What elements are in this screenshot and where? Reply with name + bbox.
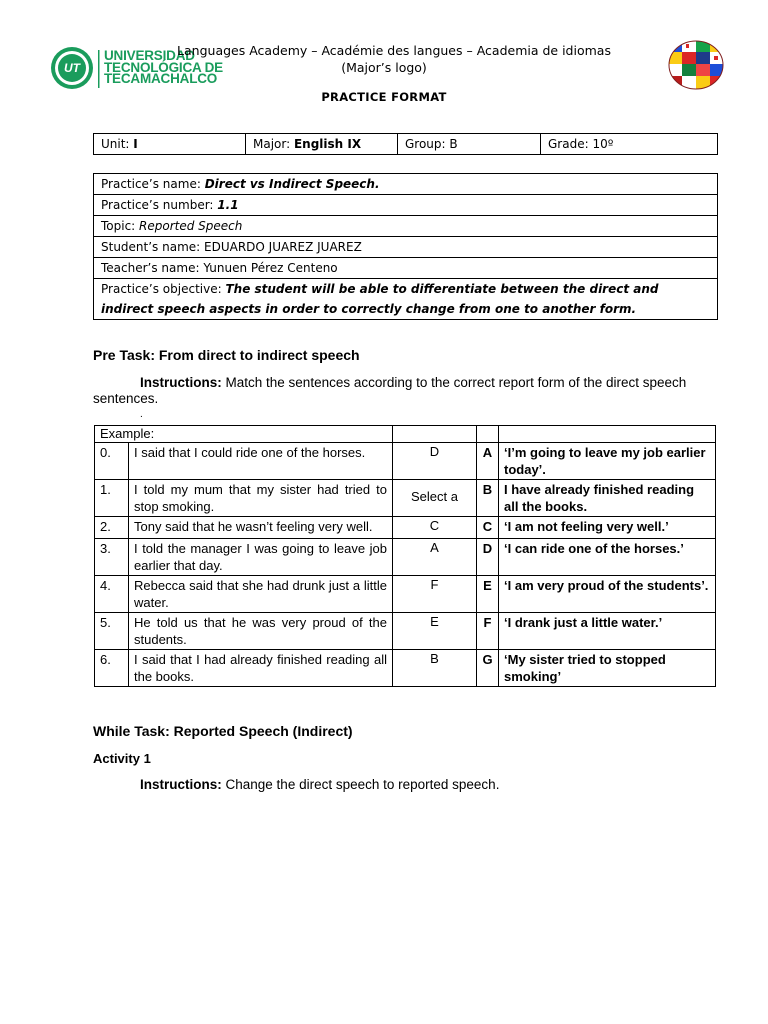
university-name-line-1: UNIVERSIDAD — [104, 48, 195, 63]
unit-info-table — [93, 133, 718, 155]
reported-sentence: I told my mum that my sister had tried to stop smoking. — [129, 480, 393, 517]
option-letter: B — [477, 480, 499, 517]
matching-table — [94, 425, 716, 687]
svg-text:UT: UT — [64, 61, 80, 75]
answer-select-value: C — [429, 518, 440, 533]
row-number: 4. — [95, 576, 129, 613]
row-number: 0. — [95, 443, 129, 480]
direct-speech-option: ‘I’m going to leave my job earlier today’. — [499, 443, 716, 480]
university-name-line-3: TECAMACHALCO — [104, 71, 218, 86]
practice-name-cell — [94, 174, 718, 195]
practice-number-label: Practice’s number: — [101, 198, 218, 212]
while-task-instructions-label: Instructions: — [140, 777, 222, 792]
answer-select-value: A — [430, 540, 439, 555]
practice-name-value: Direct vs Indirect Speech. — [204, 177, 380, 191]
example-blank-select-cell — [393, 426, 477, 443]
pre-task-instructions-text: Match the sentences according to the correct report form of the direct speech sentences. — [93, 375, 687, 406]
option-letter: D — [477, 539, 499, 576]
option-letter: E — [477, 576, 499, 613]
direct-speech-option: ‘I drank just a little water.’ — [499, 613, 716, 650]
pre-task-instructions-label: Instructions: — [140, 375, 222, 390]
match-row — [95, 443, 716, 480]
while-task-instructions-text: Change the direct speech to reported speech. — [221, 777, 500, 792]
practice-name-label: Practice’s name: — [101, 177, 205, 191]
practice-format-title: PRACTICE FORMAT — [321, 90, 447, 104]
answer-select-value: F — [430, 577, 439, 592]
answer-select[interactable] — [393, 576, 477, 613]
objective-cell — [94, 279, 718, 320]
major-label: Major: — [253, 137, 294, 151]
option-letter: G — [477, 650, 499, 687]
option-letter: A — [477, 443, 499, 480]
activity-1-heading: Activity 1 — [93, 751, 151, 766]
row-number: 5. — [95, 613, 129, 650]
example-blank-option-cell — [499, 426, 716, 443]
option-letter: F — [477, 613, 499, 650]
topic-label: Topic: — [101, 219, 140, 233]
row-number: 3. — [95, 539, 129, 576]
reported-sentence: Tony said that he wasn’t feeling very well. — [129, 517, 393, 539]
flags-globe-icon — [668, 40, 724, 90]
pre-task-instructions — [93, 375, 688, 407]
answer-select[interactable] — [393, 650, 477, 687]
reported-sentence: I said that I could ride one of the horses. — [129, 443, 393, 480]
student-name-cell: Student’s name: EDUARDO JUAREZ JUAREZ — [94, 237, 718, 258]
university-name-line-2: TECNOLÓGICA DE — [104, 59, 223, 75]
pre-task-title: Pre Task: From direct to indirect speech — [93, 347, 360, 363]
direct-speech-option: I have already finished reading all the books. — [499, 480, 716, 517]
majors-logo-text: (Major’s logo) — [341, 60, 427, 75]
direct-speech-option: ‘I can ride one of the horses.’ — [499, 539, 716, 576]
match-row — [95, 539, 716, 576]
answer-select-value: D — [429, 444, 440, 459]
option-letter: C — [477, 517, 499, 539]
answer-select-value: E — [430, 614, 439, 629]
row-number: 2. — [95, 517, 129, 539]
row-number: 1. — [95, 480, 129, 517]
grade-cell: Grade: 10º — [541, 134, 718, 155]
reported-sentence: He told us that he was very proud of the students. — [129, 613, 393, 650]
example-label: Example: — [95, 426, 393, 443]
answer-select-value: B — [430, 651, 439, 666]
while-task-title: While Task: Reported Speech (Indirect) — [93, 723, 353, 739]
major-value: English IX — [293, 137, 362, 151]
while-task-instructions — [140, 777, 499, 793]
example-row — [95, 426, 716, 443]
topic-cell — [94, 216, 718, 237]
reported-sentence: I told the manager I was going to leave job earlier that day. — [129, 539, 393, 576]
match-row — [95, 517, 716, 539]
direct-speech-option: ‘I am not feeling very well.’ — [499, 517, 716, 539]
answer-select[interactable] — [393, 480, 477, 517]
teacher-name-cell: Teacher’s name: Yunuen Pérez Centeno — [94, 258, 718, 279]
major-cell — [246, 134, 398, 155]
answer-select[interactable] — [393, 517, 477, 539]
match-row — [95, 576, 716, 613]
direct-speech-option: ‘My sister tried to stopped smoking’ — [499, 650, 716, 687]
objective-label: Practice’s objective: — [101, 282, 226, 296]
reported-sentence: I said that I had already finished reading all the books. — [129, 650, 393, 687]
topic-value: Reported Speech — [139, 219, 243, 233]
practice-number-value: 1.1 — [217, 198, 239, 212]
answer-select-value: Select a — [411, 488, 458, 504]
match-row — [95, 480, 716, 517]
unit-value: I — [133, 137, 138, 151]
example-blank-letter-cell — [477, 426, 499, 443]
unit-cell — [94, 134, 246, 155]
objective-value: The student will be able to differentiate between the direct and indirect speech aspects in order to correctly change from one to another form. — [101, 282, 659, 316]
unit-label: Unit: — [101, 137, 134, 151]
answer-select[interactable] — [393, 613, 477, 650]
stray-dot: . — [140, 409, 143, 420]
match-row — [95, 613, 716, 650]
academy-line: Languages Academy – Académie des langues – Academia de idiomas — [177, 43, 611, 58]
answer-select[interactable] — [393, 539, 477, 576]
reported-sentence: Rebecca said that she had drunk just a little water. — [129, 576, 393, 613]
practice-number-cell — [94, 195, 718, 216]
group-cell: Group: B — [398, 134, 541, 155]
answer-select[interactable] — [393, 443, 477, 480]
practice-info-table — [93, 173, 718, 320]
row-number: 6. — [95, 650, 129, 687]
match-row — [95, 650, 716, 687]
direct-speech-option: ‘I am very proud of the students’. — [499, 576, 716, 613]
